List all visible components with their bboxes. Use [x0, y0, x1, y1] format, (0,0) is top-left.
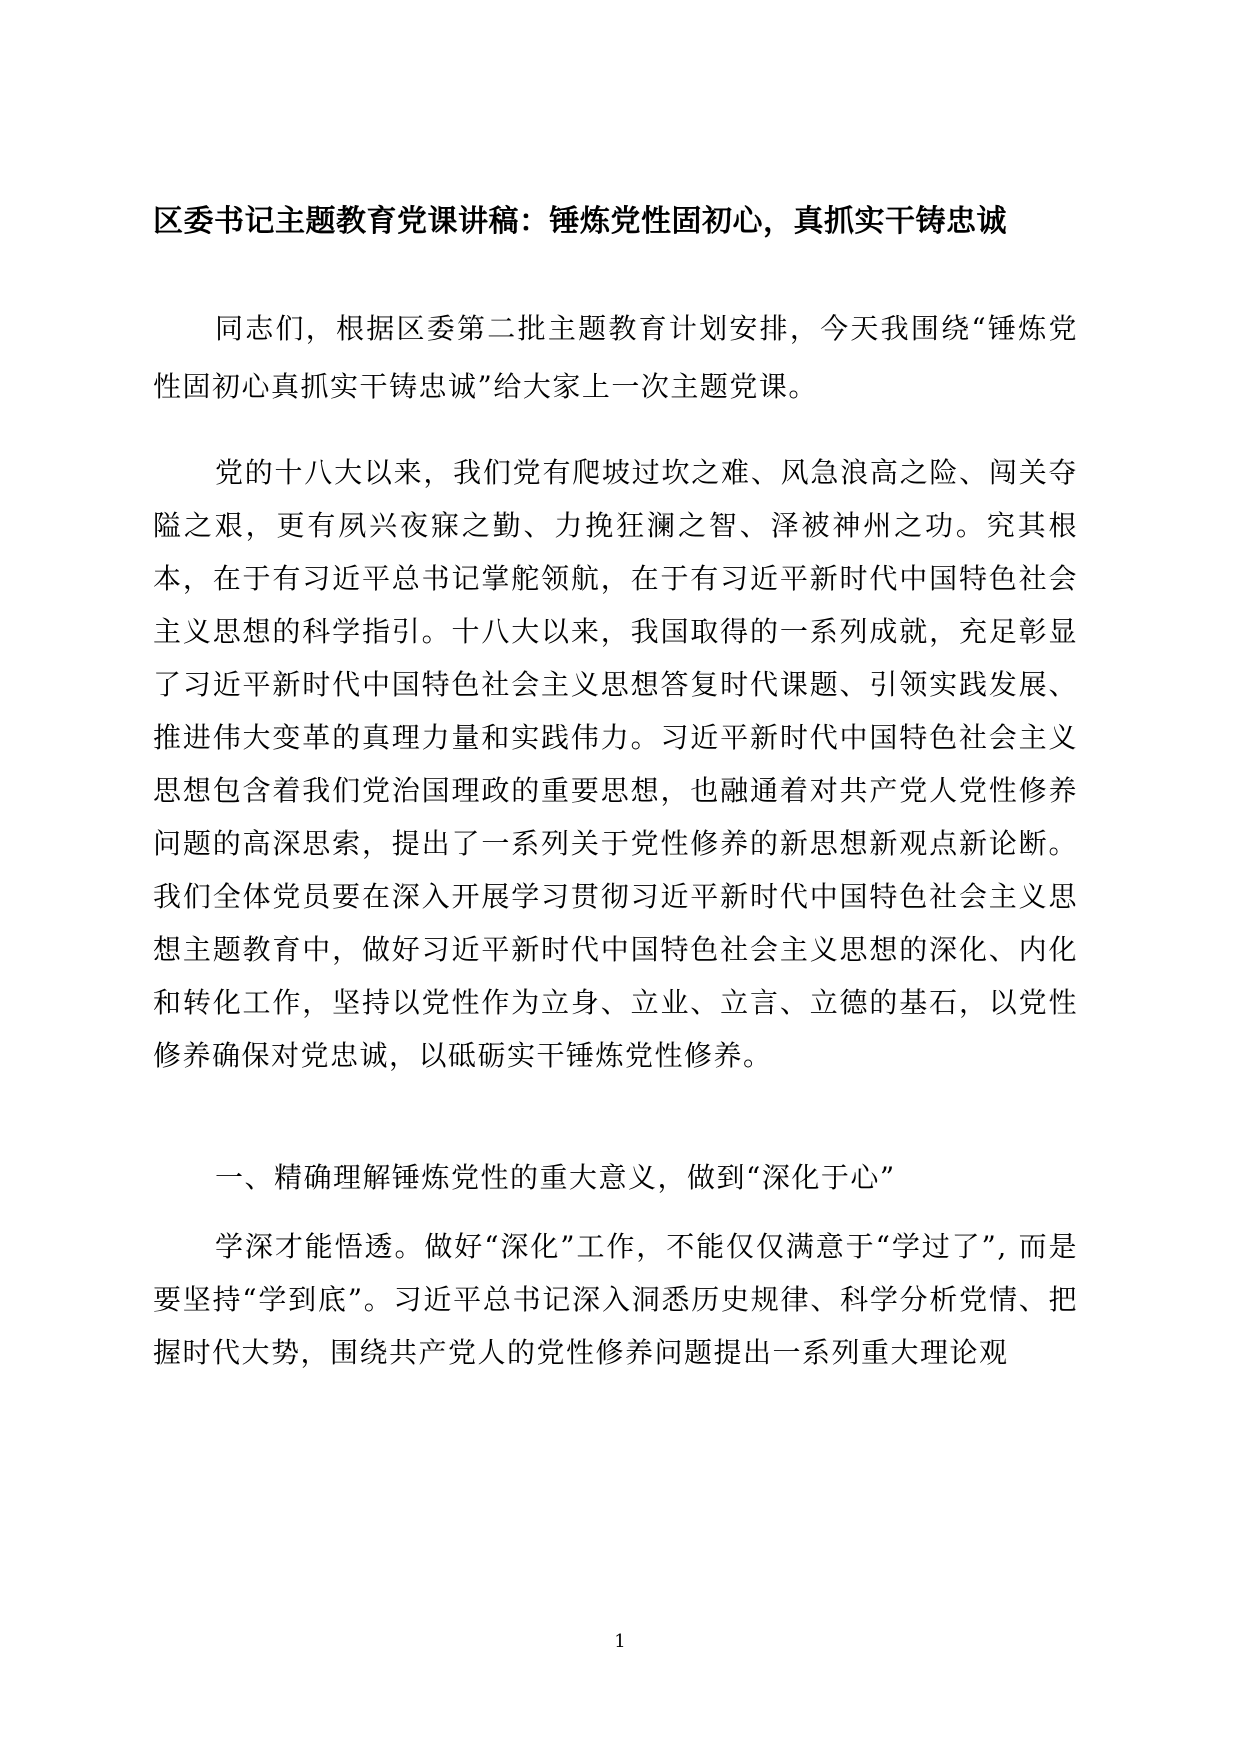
- intro-paragraph: 同志们，根据区委第二批主题教育计划安排，今天我围绕“锤炼党性固初心真抓实干铸忠诚”给大家上一次主题党课。: [153, 312, 1078, 403]
- body-paragraph-2: 学深才能悟透。做好“深化”工作，不能仅仅满意于“学过了”, 而是 要坚持“学到底”。习近平总书记深入洞悉历史规律、科学分析党情、把握时代大势，围绕共产党人的党性修养问题提出一系列重大理论观: [153, 1230, 1078, 1369]
- document-title: 区委书记主题教育党课讲稿：锤炼党性固初心，真抓实干铸忠诚: [153, 204, 1007, 239]
- page-number: 1: [614, 1631, 626, 1652]
- section-heading-1: 一、精确理解锤炼党性的重大意义，做到“深化于心”: [215, 1161, 896, 1194]
- body-paragraph-1: 党的十八大以来，我们党有爬坡过坎之难、风急浪高之险、闯关夺隘之艰，更有夙兴夜寐之勤、力挽狂澜之智、泽被神州之功。究其根本，在于有习近平总书记掌舵领航，在于有习近平新时代中国特色社会主义思想的科学指引。十八大以来，我国取得的一系列成就，充足彰显了习近平新时代中国特色社会主义思想答复时代课题、引领实践发展、推进伟大变革的真理力量和实践伟力。习近平新时代中国特色社会主义思想包含着我们党治国理政的重要思想，也融通着对共产党人党性修养问题的高深思索，提出了一系列关于党性修养的新思想新观点新论断。我们全体党员要在深入开展学习贯彻习近平新时代中国特色社会主义思想主题教育中，做好习近平新时代中国特色社会主义思想的深化、内化和转化工作，坚持以党性作为立身、立业、立言、立德的基石，以党性修养确保对党忠诚，以砥砺实干锤炼党性修养。: [153, 456, 1078, 1072]
